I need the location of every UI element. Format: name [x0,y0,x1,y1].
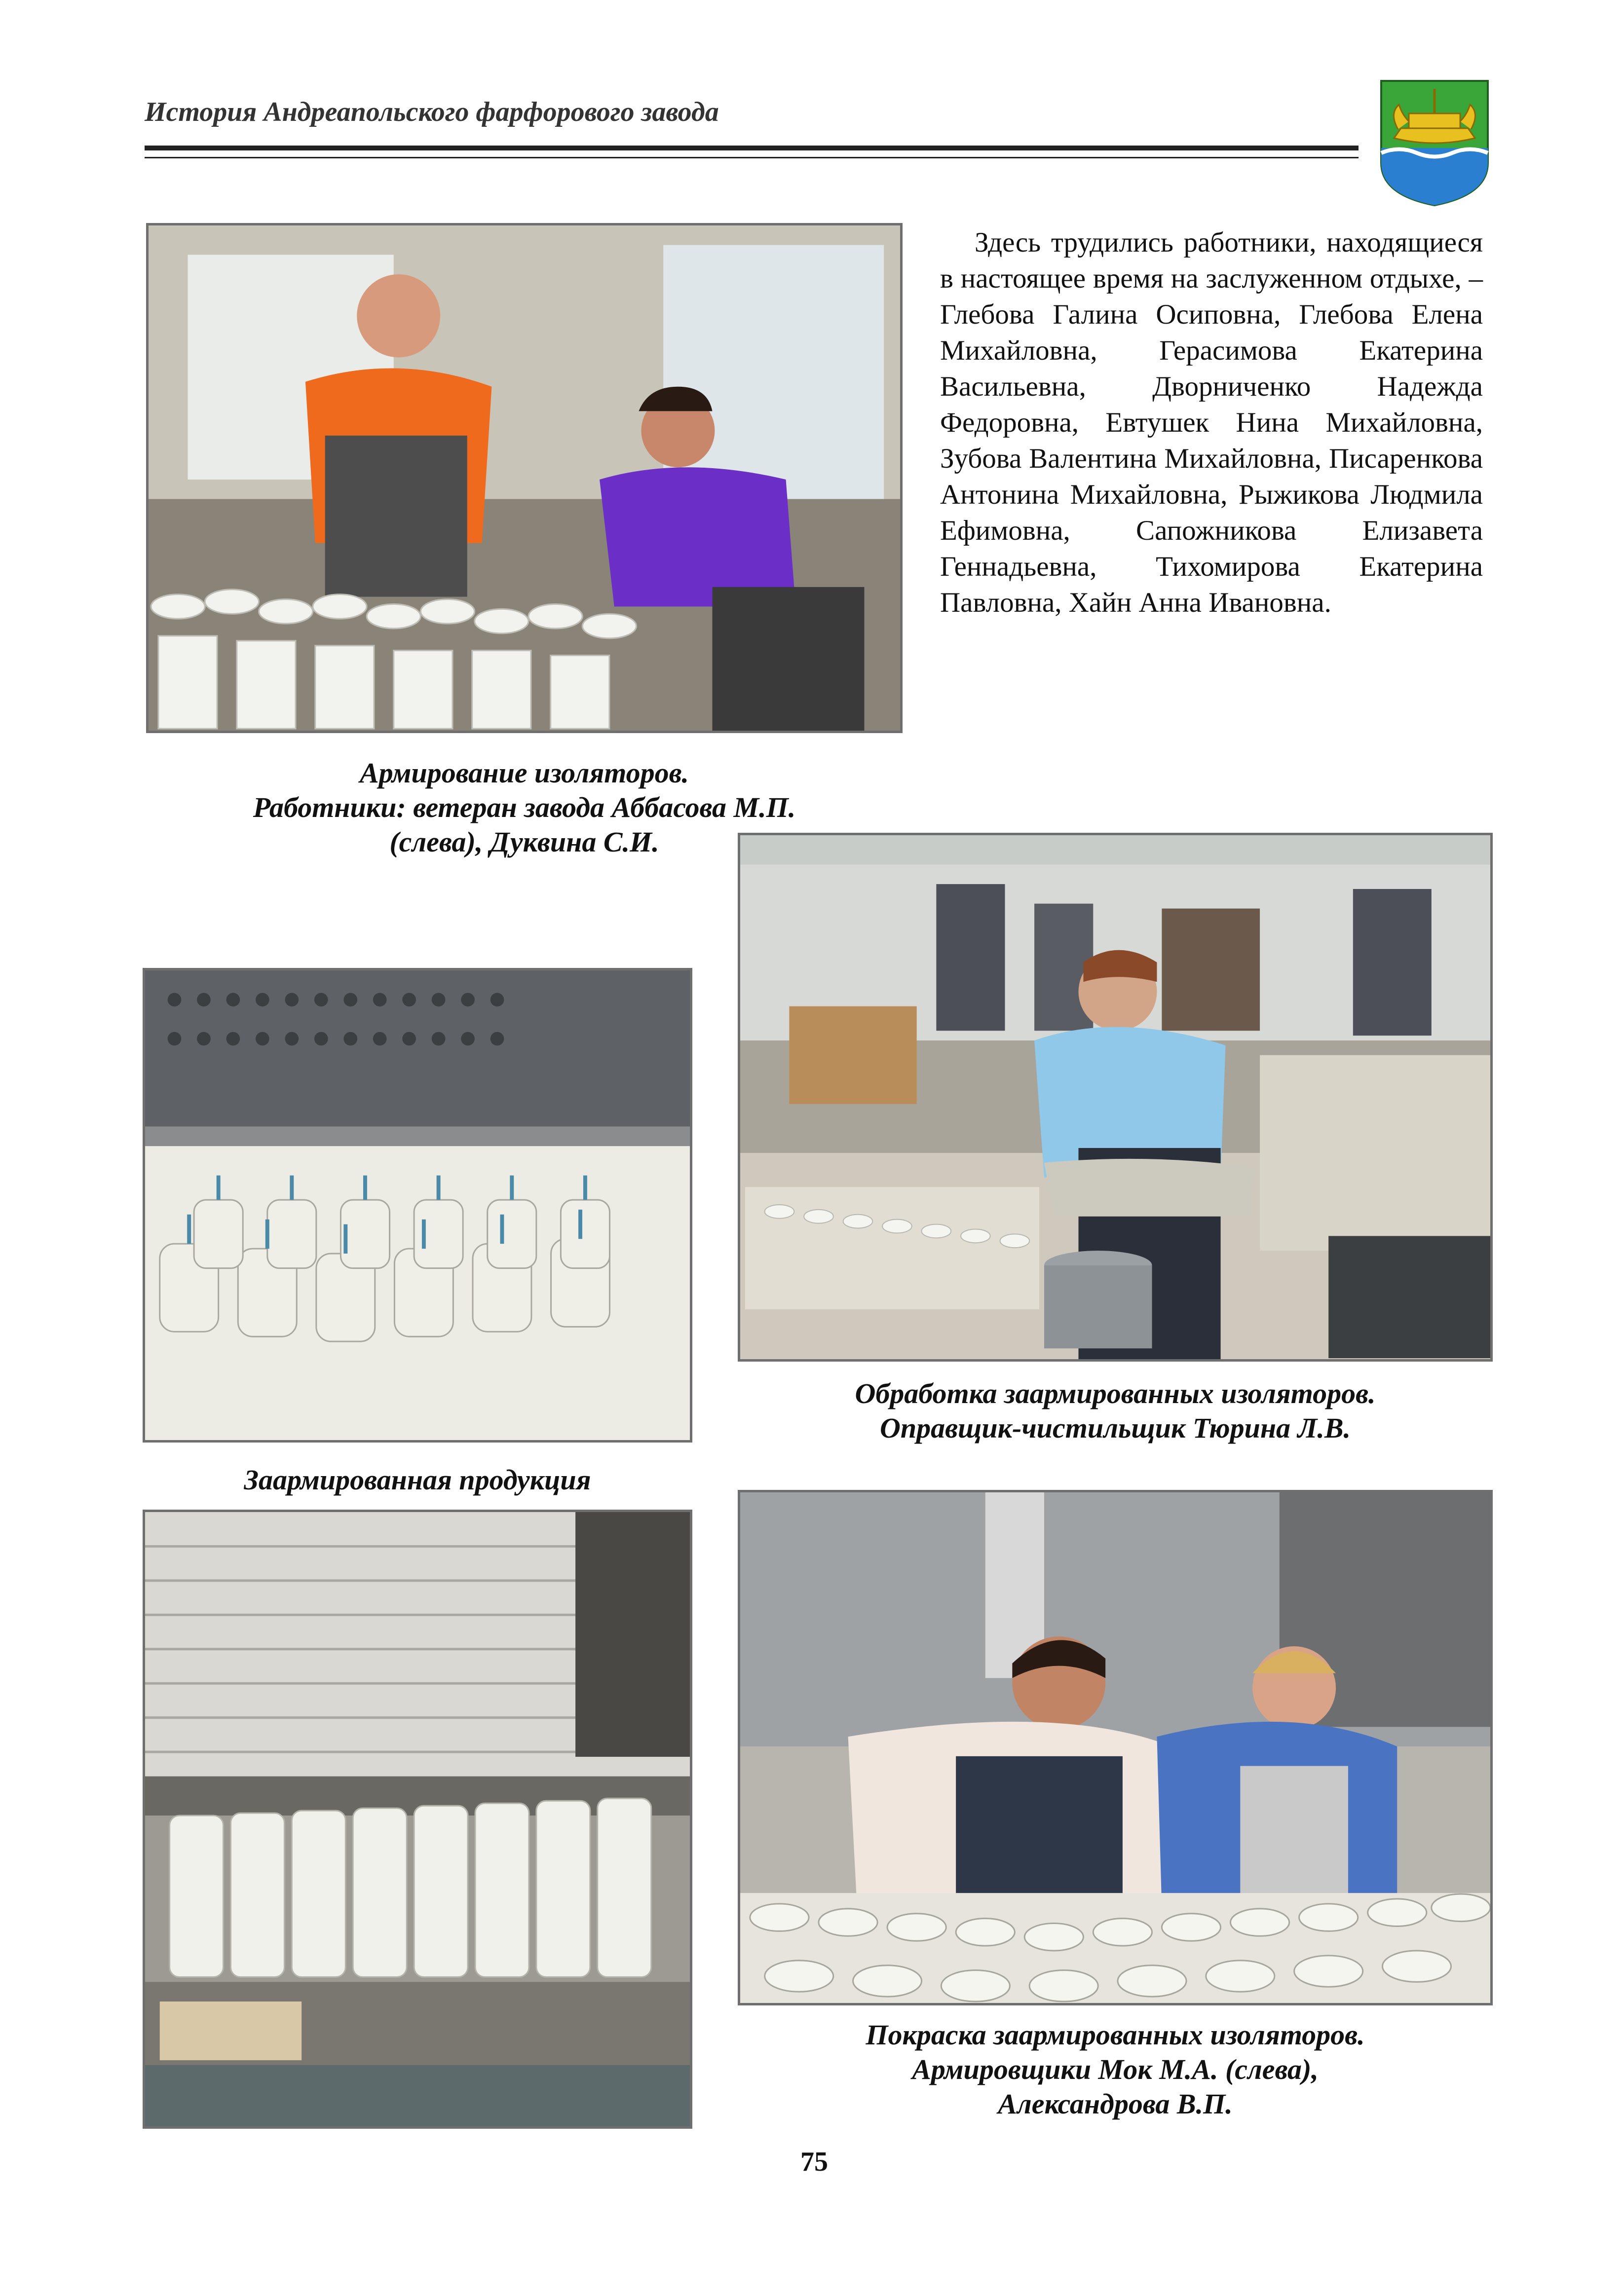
photo-stacked-insulators [143,1510,692,2129]
caption-armored-products [143,1463,692,1497]
photo-armoring-insulators [146,223,903,733]
andreapol-coat-of-arms-icon [1379,79,1490,207]
caption-painting-insulators [738,2018,1493,2121]
running-header-title: История Андреапольского фарфорового завода [145,97,719,127]
caption-line: Оправщик-чистильщик Тюрина Л.В. [880,1412,1351,1444]
photo-processing-insulators [738,833,1493,1362]
caption-line: Обработка заармированных изоляторов. [855,1377,1376,1409]
photo-armored-products [143,968,692,1443]
caption-line: Заармированная продукция [244,1464,591,1496]
header-rule-thin [145,157,1359,158]
body-text-paragraph: Здесь трудились работники, находящиеся в настоящее время на заслуженном отдыхе, – Глебова Галина Осиповна, Глебова Елена Михайловна, Герасимова Екатерина Васильевна, Дворниченко Надежда Федоровна, Евтушек Нина Михайловна, Зубова Валентина Михайловна, Писаренкова Антонина Михайловна, Рыжикова Людмила Ефимовна, Сапожникова Елизавета Геннадьевна, Тихомирова Екатерина Павловна, Хайн Анна Ивановна. [940,227,1483,618]
header-rule-thick [145,146,1359,150]
caption-line: Армирование изоляторов. [359,757,689,789]
caption-line: Работники: ветеран завода Аббасова М.П. [253,791,796,823]
caption-line: (слева), Дуквина С.И. [389,826,659,858]
caption-processing-insulators [738,1376,1493,1445]
caption-line: Покраска заармированных изоляторов. [866,2019,1365,2051]
photo-painting-insulators [738,1490,1493,2005]
caption-line: Александрова В.П. [998,2088,1233,2120]
caption-line: Армировщики Мок М.А. (слева), [912,2053,1319,2085]
page-number: 75 [800,2147,828,2177]
